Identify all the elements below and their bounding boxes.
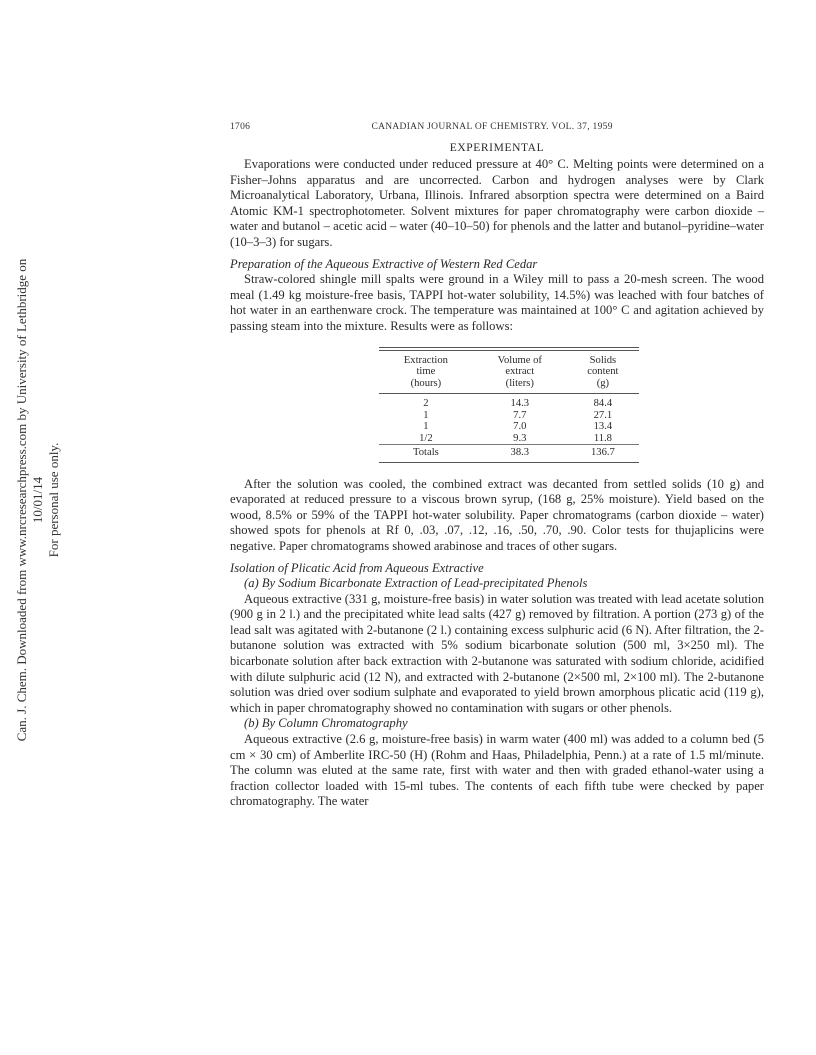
section-title: EXPERIMENTAL: [449, 142, 545, 154]
table-cell: 27.1: [593, 409, 613, 421]
table-header-row: [379, 355, 639, 394]
subsection-b-paragraph: Aqueous extractive (2.6 g, moisture-free basis) in warm water (400 ml) was added to a column bed (5 cm × 30 cm) of Amberlite IRC-50 (H) (Rohm and Haas, Philadelphia, Penn.) at a rate of 1.5 ml/minute. The column was eluted at the same rate, first with water and then with graded ethanol-water using a fraction collector loaded with 15-ml tubes. The contents of each fifth tube were checked by paper chromatography. The water: [230, 732, 764, 809]
download-watermark: [14, 250, 61, 750]
subsection-a-title: By Sodium Bicarbonate Extraction of Lead-precipitated Phenols: [261, 576, 588, 591]
table-row: [379, 433, 639, 445]
table-cell: 7.0: [513, 421, 527, 433]
watermark-line-2: For personal use only.: [46, 442, 61, 558]
table-cell: 1: [423, 421, 429, 433]
page-number: 1706: [230, 122, 251, 132]
preparation-paragraph: Straw-colored shingle mill spalts were ground in a Wiley mill to pass a 20-mesh screen. The wood meal (1.49 kg moisture-free basis, TAPPI hot-water solubility, 14.5%) was leached with four batches of hot water in an earthenware crock. The temperature was maintained at 100° C and agitation achieved by passing steam into the mixture. Results were as follows:: [230, 272, 764, 333]
column-header: Extraction time (hours): [403, 354, 448, 389]
running-title: CANADIAN JOURNAL OF CHEMISTRY. VOL. 37, 1959: [371, 122, 613, 132]
column-header: Volume of extract (liters): [497, 354, 542, 389]
table-totals-row: [379, 447, 639, 459]
watermark-line-1: Can. J. Chem. Downloaded from www.nrcresearchpress.com by University of Lethbridge on 10/01/14: [14, 258, 45, 742]
running-head: [230, 122, 764, 132]
table-cell: 7.7: [513, 409, 527, 421]
table-cell: Totals: [413, 447, 439, 459]
table-cell: 136.7: [590, 447, 615, 459]
after-table-paragraph: After the solution was cooled, the combined extract was decanted from settled solids (10 g) and evaporated at reduced pressure to a viscous brown syrup, (168 g, 25% moisture). Yield based on the wood, 8.5% or 59% of the TAPPI hot-water solubility. Paper chromatograms (carbon dioxide – water) showed spots for phenols at Rf 0, .03, .07, .12, .16, .50, .70, .90. Color tests for thujaplicins were negative. Paper chromatograms showed arabinose and traces of other sugars.: [230, 476, 764, 553]
subhead-isolation: Isolation of Plicatic Acid from Aqueous Extractive: [230, 560, 484, 575]
table-cell: 2: [423, 398, 429, 410]
table-cell: 1/2: [419, 432, 433, 444]
subsection-a-paragraph: Aqueous extractive (331 g, moisture-free basis) in water solution was treated with lead acetate solution (900 g in 2 l.) and the precipitated white lead salts (427 g) removed by filtration. A portion (273 g) of the lead salt was agitated with 2-butanone (2 l.) containing excess sulphuric acid (6 N). After filtration, the 2-butanone solution was extracted with 5% sodium bicarbonate solution (500 ml, 3×250 ml). The bicarbonate solution after back extraction with 2-butanone was saturated with sodium chloride, acidified with dilute sulphuric acid (12 N), and extracted with 2-butanone (2×500 ml, 2×100 ml). The 2-butanone solution was dried over sodium sulphate and evaporated to yield brown amorphous plicatic acid (119 g), which in paper chromatography showed no contamination with sugars or other phenols.: [230, 591, 764, 715]
subsection-b-tag: (b): [244, 716, 259, 731]
table-cell: 38.3: [510, 447, 530, 459]
table-cell: 13.4: [593, 421, 613, 433]
table-row: [379, 398, 639, 410]
subsection-b-title: By Column Chromatography: [261, 716, 408, 731]
extraction-table-wrap: [230, 347, 764, 463]
table-row: [379, 410, 639, 422]
journal-page: [230, 122, 764, 810]
table-cell: 14.3: [510, 398, 530, 410]
subhead-preparation: Preparation of the Aqueous Extractive of Western Red Cedar: [230, 256, 538, 271]
intro-paragraph: Evaporations were conducted under reduced pressure at 40° C. Melting points were determined on a Fisher–Johns apparatus and are uncorrected. Carbon and hydrogen analyses were by Clark Microanalytical Laboratory, Urbana, Illinois. Infrared absorption spectra were determined on a Baird Atomic KM-1 spectrophotometer. Solvent mixtures for paper chromatography were carbon dioxide – water and butanol – acetic acid – water (40–10–50) for phenols and the latter and butanol–pyridine–water (10–3–3) for sugars.: [230, 157, 764, 249]
column-header: Solids content (g): [587, 354, 619, 389]
table-cell: 1: [423, 409, 429, 421]
table-cell: 9.3: [513, 432, 527, 444]
subsection-a-tag: (a): [244, 576, 259, 591]
subsection-a-heading: [230, 576, 764, 592]
subsection-b-heading: [230, 716, 764, 732]
extraction-table: [379, 347, 639, 463]
table-cell: 84.4: [593, 398, 613, 410]
table-cell: 11.8: [593, 432, 612, 444]
table-row: [379, 421, 639, 433]
